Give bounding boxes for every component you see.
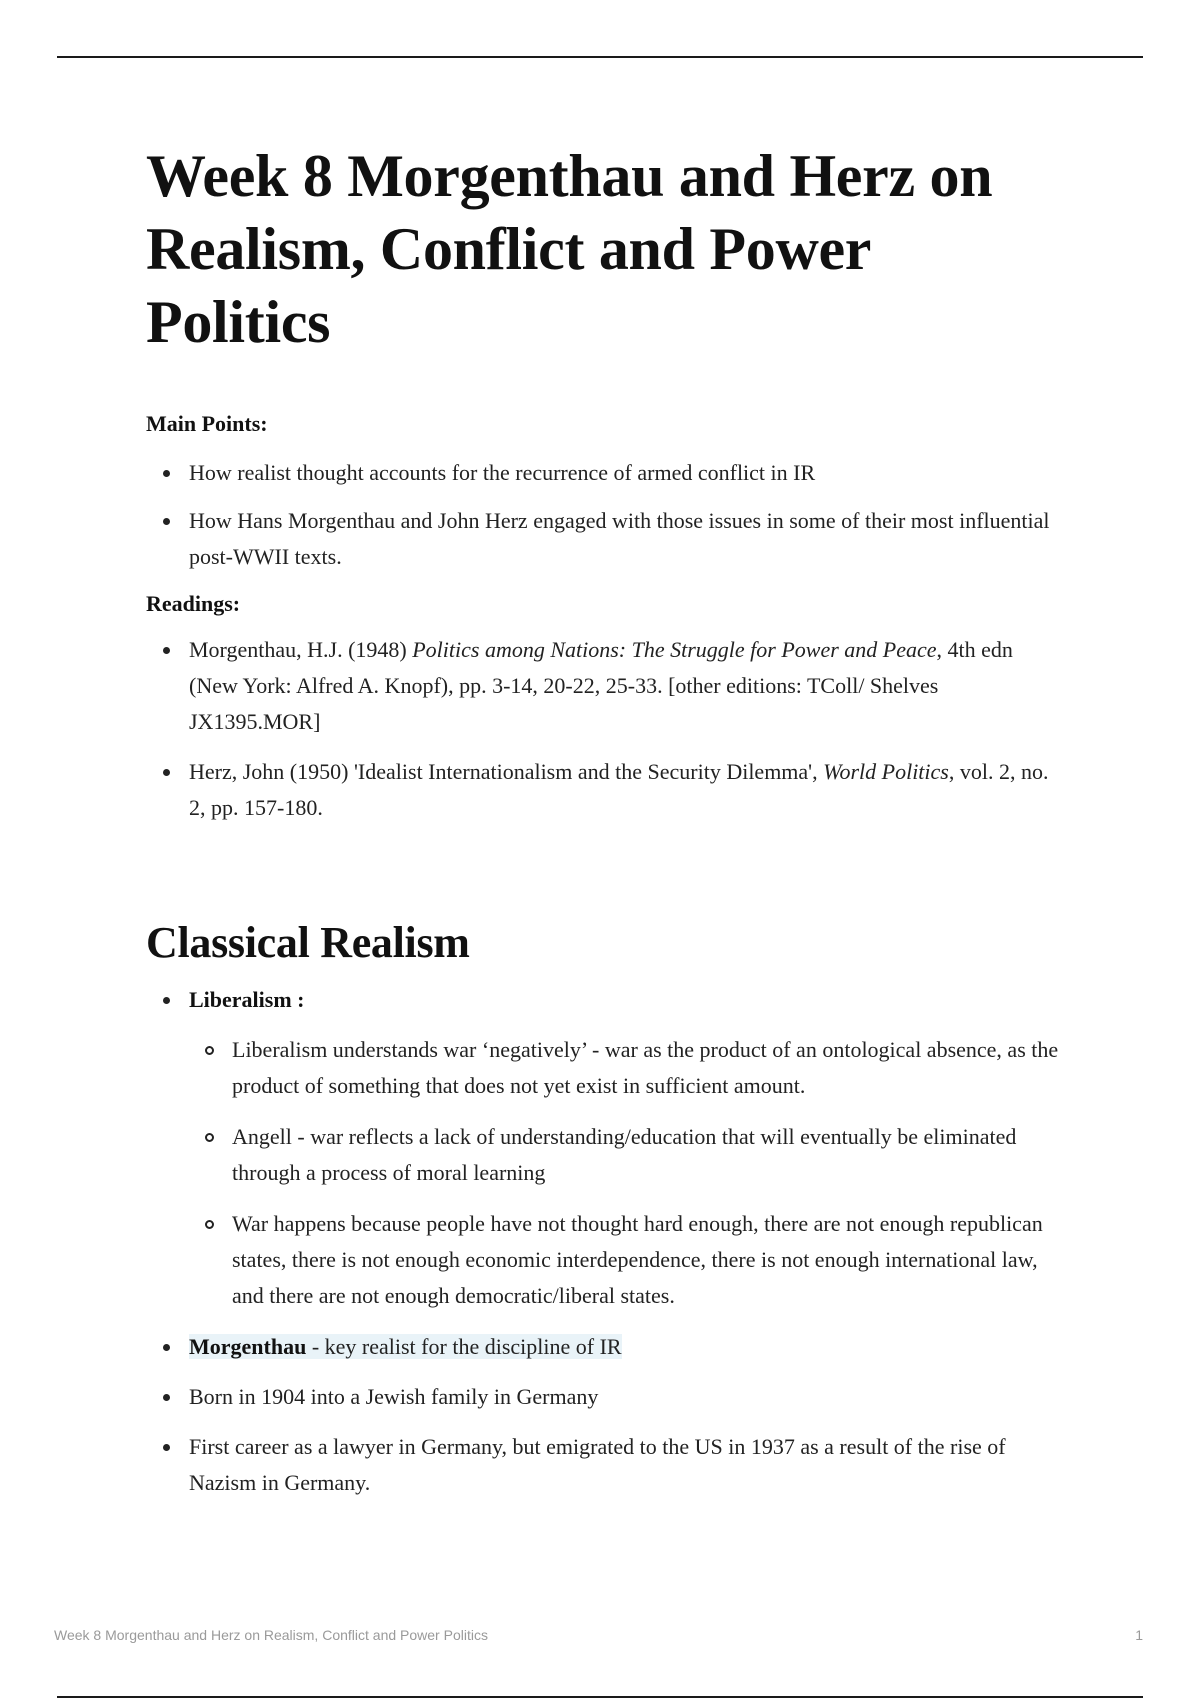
footer-title: Week 8 Morgenthau and Herz on Realism, Conflict and Power Politics <box>54 1627 488 1643</box>
main-points-list <box>146 455 1066 575</box>
top-rule <box>57 56 1143 58</box>
list-item: First career as a lawyer in Germany, but emigrated to the US in 1937 as a result of the rise of Nazism in Germany. <box>146 1429 1066 1501</box>
page-number: 1 <box>1135 1627 1143 1643</box>
reading-text: , 4th edn (New York: Alfred A. Knopf), pp. 3-14, 20-22, 25-33. [other editions: TColl/ Shelves JX1395.MOR] <box>189 637 1013 734</box>
list-item: How realist thought accounts for the recurrence of armed conflict in IR <box>146 455 1066 491</box>
morgenthau-item <box>146 1329 1066 1365</box>
reading-journal-title: World Politics <box>823 759 949 784</box>
reading-book-title: Politics among Nations: The Struggle for Power and Peace <box>412 637 937 662</box>
morgenthau-desc: - key realist for the discipline of IR <box>306 1334 622 1359</box>
reading-text: Morgenthau, H.J. (1948) <box>189 637 413 662</box>
sub-list-item: Angell - war reflects a lack of understanding/education that will eventually be eliminated through a process of moral learning <box>189 1119 1066 1191</box>
reading-text: Herz, John (1950) 'Idealist Internationalism and the Security Dilemma', <box>189 759 824 784</box>
reading-item <box>146 632 1066 740</box>
liberalism-item <box>146 982 1066 1314</box>
sub-list-item: War happens because people have not thought hard enough, there are not enough republican states, there is not enough economic interdependence, there is not enough international law, and there are not enough democratic/liberal states. <box>189 1206 1066 1314</box>
page-content <box>146 140 1066 1515</box>
highlighted-text <box>189 1334 622 1359</box>
morgenthau-name: Morgenthau <box>189 1334 307 1359</box>
page-title: Week 8 Morgenthau and Herz on Realism, Conflict and Power Politics <box>146 143 993 355</box>
section-list <box>146 982 1066 1501</box>
readings-list <box>146 632 1066 826</box>
bottom-rule <box>57 1696 1143 1698</box>
liberalism-sublist <box>189 1032 1066 1314</box>
liberalism-label: Liberalism : <box>189 987 305 1012</box>
reading-text: , vol. 2, no. 2, pp. 157-180. <box>189 759 1049 820</box>
sub-list-item: Liberalism understands war ‘negatively’ - war as the product of an ontological absence, as the product of something that does not yet exist in sufficient amount. <box>189 1032 1066 1104</box>
list-item: How Hans Morgenthau and John Herz engaged with those issues in some of their most influential post-WWII texts. <box>146 503 1066 575</box>
reading-item <box>146 754 1066 826</box>
list-item: Born in 1904 into a Jewish family in Germany <box>146 1379 1066 1415</box>
readings-label: Readings: <box>146 591 241 616</box>
main-points-label: Main Points: <box>146 411 268 436</box>
section-title: Classical Realism <box>146 918 470 967</box>
